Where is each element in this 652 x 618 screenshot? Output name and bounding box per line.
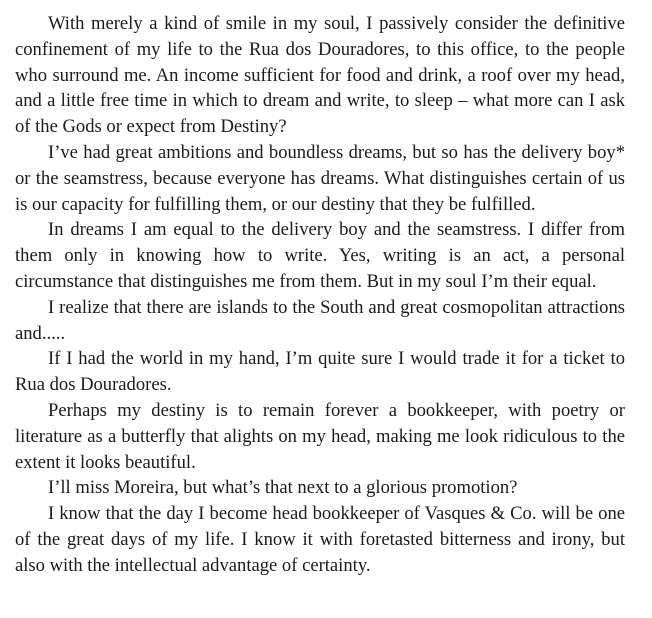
paragraph-3: In dreams I am equal to the delivery boy and the seamstress. I differ from them only in knowing how to write. Yes, writing is an act, a personal circumstance that distinguishes me from them. But in my soul I’m their equal. [15, 219, 625, 292]
paragraph-2: I’ve had great ambitions and boundless dreams, but so has the delivery boy* or the seamstress, because everyone has dreams. What distinguishes certain of us is our capacity for fulfilling them, or our destiny that they be fulfilled. [15, 141, 625, 215]
paragraph-6: Perhaps my destiny is to remain forever a bookkeeper, with poetry or literature as a butterfly that alights on my head, making me look ridiculous to the extent it looks beautiful. [15, 399, 625, 473]
paragraph-1: With merely a kind of smile in my soul, I passively consider the definitive confinement of my life to the Rua dos Douradores, to this office, to the people who surround me. An income sufficient for food and drink, a roof over my head, and a little free time in which to dream and write, to sleep – what more can I ask of the Gods or expect from Destiny? [15, 13, 625, 138]
paragraph-5: If I had the world in my hand, I’m quite sure I would trade it for a ticket to Rua dos Douradores. [15, 348, 625, 396]
paragraph-7: I’ll miss Moreira, but what’s that next to a glorious promotion? [48, 477, 518, 499]
paragraph-4: I realize that there are islands to the South and great cosmopolitan attractions and..... [15, 296, 625, 344]
paragraph-8: I know that the day I become head bookkeeper of Vasques & Co. will be one of the great days of my life. I know it with foretasted bitterness and irony, but also with the intellectual advantage of certainty. [15, 503, 625, 576]
